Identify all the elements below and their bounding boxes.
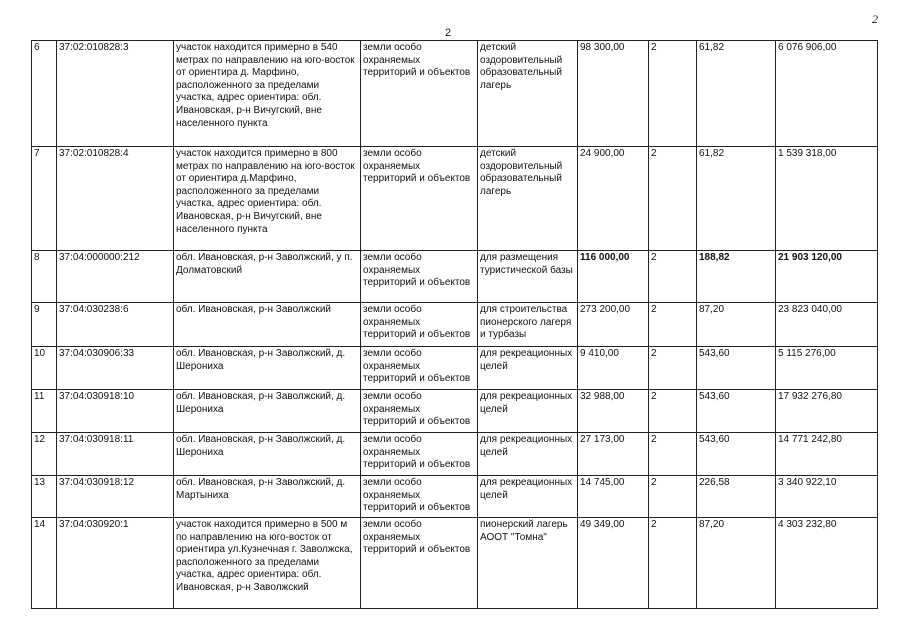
area-cell: 24 900,00	[578, 147, 649, 251]
row-number-cell: 11	[32, 390, 57, 433]
cadastral-value-cell: 3 340 922,10	[776, 476, 878, 518]
group-cell: 2	[649, 147, 697, 251]
group-cell: 2	[649, 41, 697, 147]
cadastral-number-cell: 37:02:010828:3	[57, 41, 174, 147]
rate-cell: 543,60	[697, 433, 776, 476]
permitted-use-cell: для рекреационных целей	[478, 476, 578, 518]
land-category-cell: земли особо охраняемых территорий и объектов	[361, 41, 478, 147]
rate-cell: 61,82	[697, 147, 776, 251]
permitted-use-cell: для рекреационных целей	[478, 433, 578, 476]
permitted-use-cell: для размещения туристической базы	[478, 251, 578, 303]
land-category-cell: земли особо охраняемых территорий и объектов	[361, 303, 478, 347]
land-category-cell: земли особо охраняемых территорий и объектов	[361, 251, 478, 303]
group-cell: 2	[649, 390, 697, 433]
area-cell: 273 200,00	[578, 303, 649, 347]
location-cell: участок находится примерно в 540 метрах по направлению на юго-восток от ориентира д. Марфино, расположенного за пределами участка, адрес ориентира: обл. Ивановская, р-н Вичугский, вне населенного пункта	[174, 41, 361, 147]
row-number-cell: 9	[32, 303, 57, 347]
table-row	[32, 251, 878, 303]
rate-cell: 543,60	[697, 347, 776, 390]
area-cell: 116 000,00	[578, 251, 649, 303]
area-cell: 32 988,00	[578, 390, 649, 433]
location-cell: обл. Ивановская, р-н Заволжский, д. Шерониха	[174, 390, 361, 433]
cadastral-value-cell: 6 076 906,00	[776, 41, 878, 147]
cadastral-number-cell: 37:04:000000:212	[57, 251, 174, 303]
area-cell: 14 745,00	[578, 476, 649, 518]
location-cell: обл. Ивановская, р-н Заволжский, д. Шерониха	[174, 433, 361, 476]
table-row	[32, 433, 878, 476]
rate-cell: 61,82	[697, 41, 776, 147]
row-number-cell: 6	[32, 41, 57, 147]
table-row	[32, 476, 878, 518]
rate-cell: 188,82	[697, 251, 776, 303]
cadastral-value-cell: 4 303 232,80	[776, 518, 878, 609]
row-number-cell: 13	[32, 476, 57, 518]
cadastral-number-cell: 37:02:010828:4	[57, 147, 174, 251]
area-cell: 49 349,00	[578, 518, 649, 609]
corner-handwritten-mark: 2	[872, 12, 878, 26]
cadastral-number-cell: 37:04:030238:6	[57, 303, 174, 347]
area-cell: 98 300,00	[578, 41, 649, 147]
row-number-cell: 8	[32, 251, 57, 303]
cadastral-value-cell: 1 539 318,00	[776, 147, 878, 251]
permitted-use-cell: детский оздоровительный образовательный лагерь	[478, 147, 578, 251]
row-number-cell: 7	[32, 147, 57, 251]
land-category-cell: земли особо охраняемых территорий и объектов	[361, 433, 478, 476]
group-cell: 2	[649, 251, 697, 303]
location-cell: обл. Ивановская, р-н Заволжский, д. Мартыниха	[174, 476, 361, 518]
land-category-cell: земли особо охраняемых территорий и объектов	[361, 147, 478, 251]
cadastral-value-cell: 5 115 276,00	[776, 347, 878, 390]
table-row	[32, 41, 878, 147]
page-number: 2	[445, 27, 452, 39]
land-category-cell: земли особо охраняемых территорий и объектов	[361, 518, 478, 609]
row-number-cell: 10	[32, 347, 57, 390]
cadastral-value-cell: 17 932 276,80	[776, 390, 878, 433]
land-category-cell: земли особо охраняемых территорий и объектов	[361, 347, 478, 390]
land-category-cell: земли особо охраняемых территорий и объектов	[361, 390, 478, 433]
row-number-cell: 12	[32, 433, 57, 476]
row-number-cell: 14	[32, 518, 57, 609]
rate-cell: 87,20	[697, 303, 776, 347]
area-cell: 9 410,00	[578, 347, 649, 390]
rate-cell: 87,20	[697, 518, 776, 609]
cadastral-number-cell: 37:04:030918:12	[57, 476, 174, 518]
location-cell: обл. Ивановская, р-н Заволжский, у п. Долматовский	[174, 251, 361, 303]
group-cell: 2	[649, 518, 697, 609]
cadastral-number-cell: 37:04:030906:33	[57, 347, 174, 390]
rate-cell: 543,60	[697, 390, 776, 433]
cadastral-number-cell: 37:04:030918:11	[57, 433, 174, 476]
rate-cell: 226,58	[697, 476, 776, 518]
cadastral-value-cell: 23 823 040,00	[776, 303, 878, 347]
cadastral-number-cell: 37:04:030920:1	[57, 518, 174, 609]
table-row	[32, 518, 878, 609]
group-cell: 2	[649, 433, 697, 476]
area-cell: 27 173,00	[578, 433, 649, 476]
land-plots-table	[31, 40, 878, 609]
permitted-use-cell: для рекреационных целей	[478, 347, 578, 390]
group-cell: 2	[649, 303, 697, 347]
cadastral-value-cell: 21 903 120,00	[776, 251, 878, 303]
table-row	[32, 303, 878, 347]
permitted-use-cell: для рекреационных целей	[478, 390, 578, 433]
land-category-cell: земли особо охраняемых территорий и объектов	[361, 476, 478, 518]
location-cell: обл. Ивановская, р-н Заволжский	[174, 303, 361, 347]
table-row	[32, 147, 878, 251]
location-cell: участок находится примерно в 500 м по направлению на юго-восток от ориентира ул.Кузнечная г. Заволжска, расположенного за пределами участка, адрес ориентира: обл. Ивановская, р-н Заволжский	[174, 518, 361, 609]
permitted-use-cell: детский оздоровительный образовательный лагерь	[478, 41, 578, 147]
location-cell: участок находится примерно в 800 метрах по направлению на юго-восток от ориентира д.Марфино, расположенного за пределами участка, адрес ориентира: обл. Ивановская, р-н Вичугский, вне населенного пункта	[174, 147, 361, 251]
group-cell: 2	[649, 476, 697, 518]
cadastral-number-cell: 37:04:030918:10	[57, 390, 174, 433]
permitted-use-cell: пионерский лагерь АООТ "Томна"	[478, 518, 578, 609]
group-cell: 2	[649, 347, 697, 390]
cadastral-value-cell: 14 771 242,80	[776, 433, 878, 476]
table-row	[32, 390, 878, 433]
location-cell: обл. Ивановская, р-н Заволжский, д. Шерониха	[174, 347, 361, 390]
table-row	[32, 347, 878, 390]
permitted-use-cell: для строительства пионерского лагеря и турбазы	[478, 303, 578, 347]
